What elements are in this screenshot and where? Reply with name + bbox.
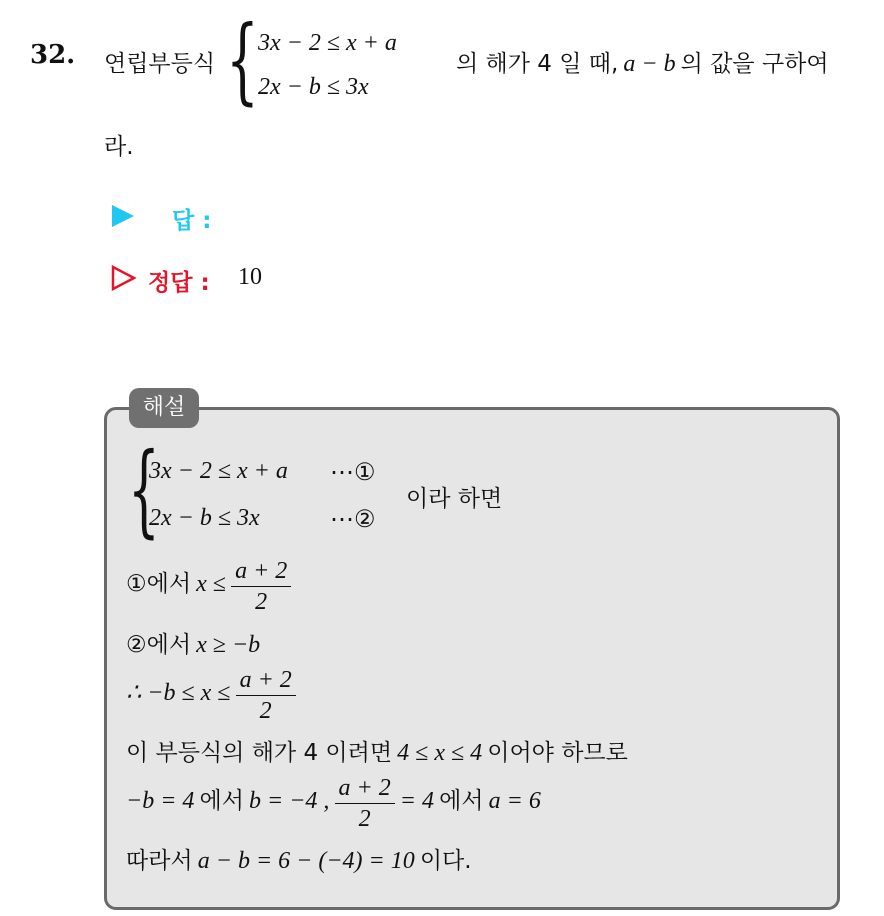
solution-tag: 해설 [129, 388, 199, 428]
line-3-numerator: a + 2 [236, 665, 296, 696]
line-6-a: 따라서 [126, 848, 193, 874]
line-6-math: a − b = 6 − (−4) = 10 [197, 848, 415, 874]
line-2-math: x ≥ −b [196, 632, 261, 658]
line-5-denominator: 2 [358, 806, 371, 832]
problem-tail-math: a − b [623, 51, 676, 77]
problem-tail [456, 45, 829, 78]
answer-arrow-icon [112, 205, 134, 227]
solution-sys-suffix: 이라 하면 [406, 486, 503, 512]
correct-label: 정답 : [148, 270, 210, 296]
problem-continuation: 라. [104, 134, 134, 160]
solution-line-3 [126, 665, 296, 726]
line-2-prefix: ②에서 [126, 632, 192, 658]
solution-sys-2: 2x − b ≤ 3x [149, 505, 260, 531]
problem-ineq-2: 2x − b ≤ 3x [258, 74, 369, 100]
line-1-math: x ≤ [196, 571, 226, 597]
solution-line-4 [126, 734, 628, 767]
line-5-c: b = −4 , [249, 788, 330, 814]
line-5-a: −b = 4 [126, 788, 195, 814]
problem-tail-pre: 의 해가 4 일 때, [456, 51, 619, 77]
line-4-b: 이어야 하므로 [487, 740, 628, 766]
line-5-e: 에서 [439, 788, 484, 814]
line-3-denominator: 2 [259, 698, 272, 724]
problem-tail-post: 의 값을 구하여 [680, 51, 829, 77]
line-1-fraction [231, 556, 291, 617]
correct-value: 10 [238, 264, 262, 290]
solution-sys-1-mark: ⋯① [330, 460, 376, 486]
line-6-b: 이다. [419, 848, 472, 874]
correct-arrow-icon [111, 265, 137, 291]
line-4-a: 이 부등식의 해가 4 이려면 [126, 740, 393, 766]
line-4-math: 4 ≤ x ≤ 4 [397, 740, 483, 766]
line-5-b: 에서 [199, 788, 244, 814]
solution-line-2 [126, 626, 260, 659]
problem-ineq-1: 3x − 2 ≤ x + a [258, 30, 397, 56]
line-1-numerator: a + 2 [231, 556, 291, 587]
line-5-f: a = 6 [488, 788, 541, 814]
line-5-numerator: a + 2 [335, 773, 395, 804]
system-brace: { [226, 6, 259, 115]
solution-line-1 [126, 556, 291, 617]
line-5-d: = 4 [399, 788, 434, 814]
solution-sys-1: 3x − 2 ≤ x + a [149, 458, 288, 484]
answer-label: 답 : [172, 208, 212, 234]
line-3-math: ∴ −b ≤ x ≤ [126, 680, 231, 706]
line-1-prefix: ①에서 [126, 571, 192, 597]
problem-lead: 연립부등식 [104, 51, 216, 77]
solution-sys-2-mark: ⋯② [330, 507, 376, 533]
line-1-denominator: 2 [255, 589, 268, 615]
line-3-fraction [236, 665, 296, 726]
solution-line-5 [126, 773, 541, 834]
line-5-fraction [335, 773, 395, 834]
problem-number: 32. [30, 40, 76, 70]
solution-system-brace: { [128, 431, 160, 548]
solution-line-6 [126, 842, 472, 875]
